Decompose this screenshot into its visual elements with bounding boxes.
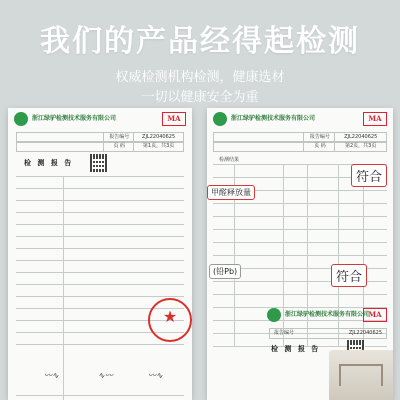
cma-mark-icon: MA — [363, 112, 387, 126]
lab-logo-icon — [213, 112, 227, 126]
lab-name: 浙江绿驴检测技术服务有限公司 — [285, 311, 370, 318]
table-row — [213, 217, 387, 230]
subline-authority: 权威检测机构检测，健康选材 — [115, 70, 285, 85]
report-number: ZJL22040625 — [334, 133, 386, 142]
page-number: 第1页，共3页 — [133, 142, 183, 151]
lab-name: 浙江绿驴检测技术服务有限公司 — [231, 115, 316, 122]
report-header-page-3 — [207, 304, 393, 326]
formaldehyde-callout: 甲醛释放量 — [207, 185, 255, 200]
report-header — [8, 108, 192, 130]
signature-mark: 〰∿ — [148, 371, 163, 380]
report-title: 检 测 报 告 — [271, 345, 321, 353]
test-report-page-2 — [207, 108, 393, 400]
table-row — [213, 230, 387, 243]
conforms-callout-top: 符合 — [351, 164, 387, 187]
table-row — [16, 177, 184, 189]
report-number-label: 报告编号 — [274, 330, 295, 336]
lab-logo-icon — [267, 308, 281, 322]
table-row — [213, 204, 387, 217]
table-row — [16, 213, 184, 225]
results-section-label: 检测结果 — [219, 157, 240, 163]
page-number-label: 页 码 — [103, 142, 134, 151]
table-row — [16, 261, 184, 273]
table-row — [16, 225, 184, 237]
table-row — [16, 237, 184, 249]
report-header — [207, 108, 393, 130]
page-number-label: 页 码 — [303, 142, 335, 151]
table-row — [16, 249, 184, 261]
conforms-callout-bottom: 符合 — [331, 264, 367, 287]
cma-mark-icon: MA — [162, 112, 186, 126]
cma-mark-icon: MA — [363, 308, 387, 322]
report-number-row — [269, 328, 387, 339]
page-number-row — [16, 141, 184, 152]
table-row — [16, 201, 184, 213]
report-info-table — [16, 176, 184, 400]
page-number: 第2页，共3页 — [334, 142, 386, 151]
table-row — [16, 285, 184, 297]
page-number-row — [213, 141, 387, 152]
signature-mark: ∿〰 — [98, 371, 113, 380]
report-number: ZJL22040625 — [348, 330, 382, 336]
table-row — [16, 273, 184, 285]
product-sample-photo — [329, 350, 393, 400]
report-number-label: 报告编号 — [303, 133, 335, 142]
qr-code-icon — [90, 154, 108, 172]
signature-mark: 〰∿ — [44, 371, 59, 380]
lab-name: 浙江绿驴检测技术服务有限公司 — [32, 115, 117, 122]
test-report-page-1 — [8, 108, 192, 400]
report-title: 检 测 报 告 — [24, 159, 74, 167]
table-row — [16, 396, 184, 400]
headline: 我们的产品经得起检测 — [40, 24, 360, 59]
table-row — [213, 243, 387, 256]
report-number-label: 报告编号 — [103, 133, 134, 142]
seal-star-icon: ★ — [162, 307, 178, 326]
official-seal — [148, 298, 192, 342]
lead-callout: (铅Pb) — [209, 264, 241, 279]
table-row — [16, 189, 184, 201]
lab-logo-icon — [14, 112, 28, 126]
report-number: ZJL22040625 — [133, 133, 183, 142]
subline-safety: 一切以健康安全为重 — [141, 90, 259, 105]
